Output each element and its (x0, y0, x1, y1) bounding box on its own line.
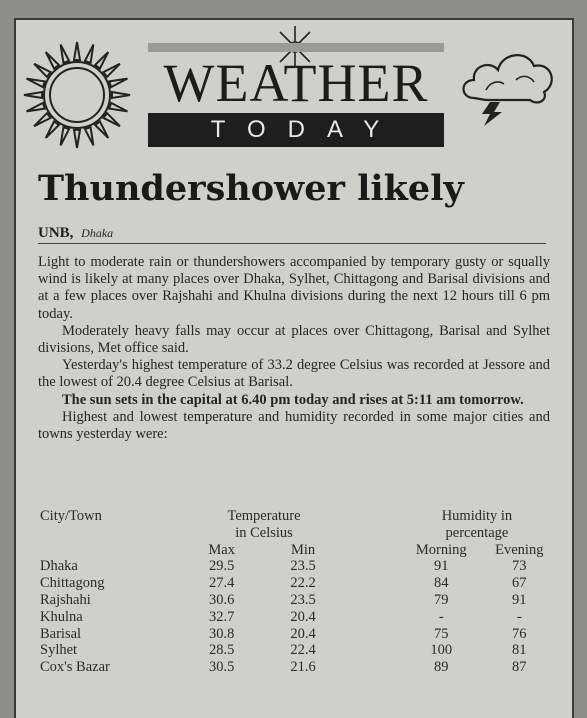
humidity-header-unit: percentage (445, 524, 509, 541)
sun-ray (46, 52, 59, 69)
min-cell: 22.4 (290, 642, 316, 659)
humidity-header: Humidity in (441, 508, 513, 524)
table-row (40, 642, 555, 659)
morning-cell: 84 (433, 575, 449, 592)
city-cell: Dhaka (40, 558, 78, 575)
evening-cell: 73 (512, 558, 527, 575)
byline-rule (38, 243, 546, 244)
max-header: Max (208, 541, 235, 558)
sun-ray (74, 130, 80, 148)
sun-ray (85, 127, 94, 145)
table-row (40, 575, 555, 592)
city-cell: Barisal (40, 625, 82, 642)
morning-header: Morning (415, 541, 467, 558)
sun-ray (112, 92, 130, 98)
sun-ray (95, 52, 108, 69)
evening-cell: 87 (512, 659, 527, 676)
table-subheader-row (40, 542, 555, 559)
sun-ray (27, 79, 45, 88)
sun-ray (109, 79, 127, 88)
max-cell: 32.7 (208, 608, 235, 625)
sun-ray (46, 121, 59, 137)
max-cell: 27.4 (208, 575, 235, 592)
paragraph: Moderately heavy falls may occur at places over Chittagong, Barisal and Sylhet divisions, Met office said. (38, 322, 550, 357)
sun-ray (61, 127, 70, 145)
morning-cell: 89 (433, 659, 449, 676)
sun-ray (103, 113, 120, 126)
min-cell: 23.5 (290, 591, 316, 608)
sun-ray (103, 64, 120, 77)
sun-ray (34, 113, 51, 126)
table-header-row (40, 508, 555, 525)
morning-cell: 91 (433, 558, 449, 575)
logo-banner: TODAY (148, 113, 444, 147)
sun-ray (34, 64, 51, 77)
table-row (40, 592, 555, 609)
city-cell: Cox's Bazar (40, 659, 110, 676)
morning-cell: 100 (430, 642, 453, 659)
min-cell: 22.2 (290, 575, 316, 592)
sun-ray (27, 103, 45, 112)
morning-cell: 79 (433, 591, 449, 608)
byline-city: Dhaka (81, 226, 114, 240)
table-row (40, 659, 555, 676)
min-cell: 21.6 (290, 659, 316, 676)
evening-cell: 81 (512, 642, 527, 659)
paragraph-sunset: The sun sets in the capital at 6.40 pm today and rises at 5:11 am tomorrow. (62, 391, 524, 408)
table-row (40, 558, 555, 575)
city-cell: Khulna (40, 608, 83, 625)
max-cell: 28.5 (208, 642, 235, 659)
table-row (40, 609, 555, 626)
evening-cell: - (516, 608, 522, 625)
paragraph: Yesterday's highest temperature of 33.2 degree Celsius was recorded at Jessore and the lowest of 20.4 degree Celsius at Barisal. (38, 357, 550, 391)
city-cell: Rajshahi (40, 591, 91, 608)
max-cell: 30.5 (208, 659, 235, 676)
col-city-header: City/Town (40, 508, 102, 524)
sun-ray (95, 121, 108, 137)
logo-word: WEATHER (163, 53, 429, 113)
logo-top-bar (148, 43, 444, 52)
sun-icon (22, 40, 132, 150)
table-header-row (40, 525, 555, 542)
storm-cloud-icon (456, 40, 562, 126)
evening-cell: 67 (512, 575, 527, 592)
temp-header: Temperature (227, 508, 301, 524)
min-cell: 20.4 (290, 625, 316, 642)
min-cell: 23.5 (290, 558, 316, 575)
morning-cell: - (438, 608, 444, 625)
sun-ray (85, 45, 94, 63)
min-header: Min (290, 541, 316, 558)
city-cell: Chittagong (40, 575, 105, 592)
byline (38, 225, 113, 242)
weather-table (40, 508, 555, 676)
max-cell: 29.5 (208, 558, 235, 575)
table-row (40, 626, 555, 643)
temp-header-unit: in Celsius (235, 524, 293, 541)
evening-cell: 76 (512, 625, 527, 642)
evening-header: Evening (495, 541, 544, 558)
min-cell: 20.4 (290, 608, 316, 625)
sun-ray (61, 45, 70, 63)
byline-agency: UNB, (38, 225, 74, 241)
sun-ray (24, 92, 42, 98)
city-cell: Sylhet (40, 642, 78, 659)
sun-ray (109, 103, 127, 112)
article-body (38, 254, 550, 443)
headline: Thundershower likely (38, 168, 464, 209)
evening-cell: 91 (512, 591, 527, 608)
max-cell: 30.8 (208, 625, 235, 642)
max-cell: 30.6 (208, 591, 235, 608)
paragraph: Light to moderate rain or thundershowers accompanied by temporary gusty or squally wind is likely at many places over Dhaka, Sylhet, Chittagong and Barisal divisions and at a few places over Rajshahi and Khulna divisions during the next 12 hours till 6 pm today. (38, 254, 550, 322)
paragraph: Highest and lowest temperature and humidity recorded in some major cities and towns yesterday were: (38, 408, 550, 443)
morning-cell: 75 (433, 625, 449, 642)
sun-ray (74, 42, 80, 60)
